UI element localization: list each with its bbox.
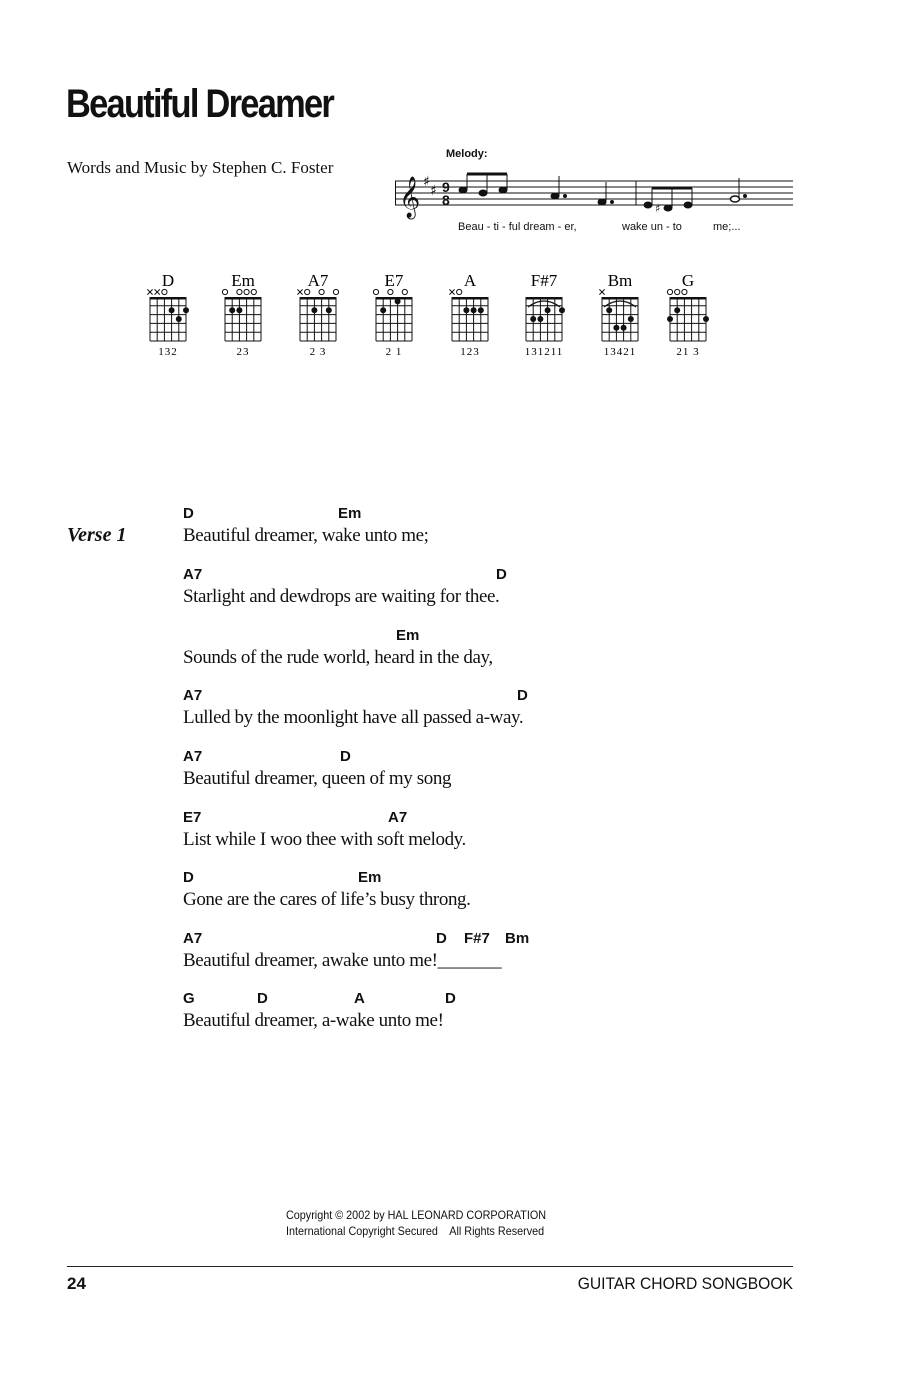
chord-symbol: A: [354, 990, 365, 1007]
chord-diagram-name: G: [681, 271, 695, 290]
book-title: GUITAR CHORD SONGBOOK: [577, 1274, 793, 1293]
chord-symbol: A7: [183, 687, 203, 704]
chord-symbol: E7: [183, 809, 202, 826]
melody-lyric-phrase: wake un - to: [622, 221, 682, 233]
chord-symbol: D: [517, 687, 528, 704]
finger-dot: [395, 298, 401, 304]
treble-clef-icon: 𝄞: [399, 177, 421, 218]
chord-symbol: D: [340, 748, 351, 765]
finger-dot: [703, 316, 709, 322]
lyric-text: Beautiful dreamer, awake unto me!_______: [183, 950, 502, 971]
finger-dot: [183, 307, 189, 313]
finger-dot: [380, 307, 386, 313]
chord-diagram: [222, 271, 261, 358]
finger-dot: [471, 307, 477, 313]
finger-dot: [236, 307, 242, 313]
verse-label: Verse 1: [67, 524, 127, 546]
chord-symbol: D: [183, 869, 194, 886]
finger-dot: [628, 316, 634, 322]
lyric-text: Sounds of the rude world, heard in the day,: [183, 647, 493, 668]
sharp-icon: ♯: [423, 174, 430, 190]
chord-symbol: Em: [338, 505, 362, 522]
chord-symbol: Bm: [505, 930, 530, 947]
melody-lyric-phrase: me;...: [713, 221, 741, 233]
finger-dot: [559, 307, 565, 313]
chord-symbol: Em: [396, 627, 420, 644]
time-signature-bottom: 8: [442, 192, 450, 208]
chord-diagram-fingering: 13421: [603, 346, 637, 358]
finger-dot: [229, 307, 235, 313]
melody-note: [598, 199, 606, 205]
chord-diagram-fingering: 123: [460, 346, 480, 358]
chord-diagram-name: E7: [384, 271, 404, 290]
copyright-line: Copyright © 2002 by HAL LEONARD CORPORATION: [286, 1208, 547, 1222]
chord-diagram-fingering: 21 3: [676, 346, 700, 358]
sharp-icon: ♯: [430, 183, 437, 199]
finger-dot: [621, 325, 627, 331]
page-number: 24: [67, 1274, 86, 1293]
chord-diagram-name: Bm: [607, 271, 633, 290]
lyric-text: Lulled by the moonlight have all passed a-way.: [183, 707, 524, 728]
chord-symbol: A7: [388, 809, 408, 826]
finger-dot: [311, 307, 317, 313]
finger-dot: [463, 307, 469, 313]
chord-symbol: G: [183, 990, 195, 1007]
chord-symbol: F#7: [464, 930, 490, 947]
footer-divider: [67, 1266, 793, 1267]
chord-diagram: [525, 271, 565, 358]
chord-diagram-name: Em: [231, 271, 255, 290]
chord-diagram-fingering: 132: [158, 346, 178, 358]
chord-diagram: [667, 271, 709, 358]
lyric-text: Beautiful dreamer, a-wake unto me!: [183, 1010, 444, 1031]
melody-staff: [395, 164, 795, 224]
finger-dot: [176, 316, 182, 322]
chord-diagram: [147, 271, 189, 358]
finger-dot: [667, 316, 673, 322]
finger-dot: [606, 307, 612, 313]
chord-symbol: D: [436, 930, 447, 947]
chord-diagram-name: A: [463, 271, 477, 290]
melody-note: [551, 193, 559, 199]
chord-symbol: A7: [183, 748, 203, 765]
melody-note: [684, 202, 692, 208]
chord-diagram-fingering: 131211: [524, 346, 564, 358]
chord-diagram: [449, 271, 488, 358]
finger-dot: [530, 316, 536, 322]
lyric-text: Starlight and dewdrops are waiting for thee.: [183, 586, 500, 607]
melody-note: [499, 187, 507, 193]
chord-symbol: Em: [358, 869, 382, 886]
song-title: Beautiful Dreamer: [66, 82, 334, 126]
melody-note: [459, 187, 467, 193]
chord-diagram-name: A7: [307, 271, 329, 290]
song-credit: Words and Music by Stephen C. Foster: [67, 158, 334, 177]
melody-note: [731, 196, 740, 202]
chord-symbol: A7: [183, 566, 203, 583]
chord-symbol: D: [257, 990, 268, 1007]
chord-diagram: [599, 271, 638, 358]
chord-symbol: A7: [183, 930, 203, 947]
time-signature-top: 9: [442, 179, 450, 195]
melody-lyric-phrase: Beau - ti - ful dream - er,: [458, 221, 577, 233]
chord-diagram-fingering: 23: [236, 346, 250, 358]
finger-dot: [478, 307, 484, 313]
chord-diagram-name: F#7: [530, 271, 558, 290]
lyric-text: Beautiful dreamer, wake unto me;: [183, 525, 429, 546]
lyric-text: List while I woo thee with soft melody.: [183, 829, 466, 850]
chord-symbol: D: [496, 566, 507, 583]
sharp-icon: ♯: [655, 202, 661, 215]
chord-symbol: D: [445, 990, 456, 1007]
finger-dot: [537, 316, 543, 322]
finger-dot: [545, 307, 551, 313]
finger-dot: [613, 325, 619, 331]
melody-note: [664, 205, 672, 211]
melody-note: [644, 202, 652, 208]
finger-dot: [169, 307, 175, 313]
melody-note: [479, 190, 487, 196]
chord-diagram-fingering: 2 1: [385, 346, 403, 358]
chord-symbol: D: [183, 505, 194, 522]
lyric-text: Gone are the cares of life’s busy throng.: [183, 889, 471, 910]
chord-diagram: [297, 271, 338, 358]
finger-dot: [674, 307, 680, 313]
melody-label: Melody:: [446, 148, 488, 160]
chord-diagram: [373, 271, 412, 358]
lyric-text: Beautiful dreamer, queen of my song: [183, 768, 452, 789]
finger-dot: [326, 307, 332, 313]
copyright-notice: [286, 1207, 546, 1239]
chord-diagram-fingering: 2 3: [309, 346, 327, 358]
chord-diagram-name: D: [161, 271, 175, 290]
copyright-line: International Copyright Secured All Rights Reserved: [286, 1224, 545, 1238]
chord-diagram-row: [140, 268, 740, 368]
